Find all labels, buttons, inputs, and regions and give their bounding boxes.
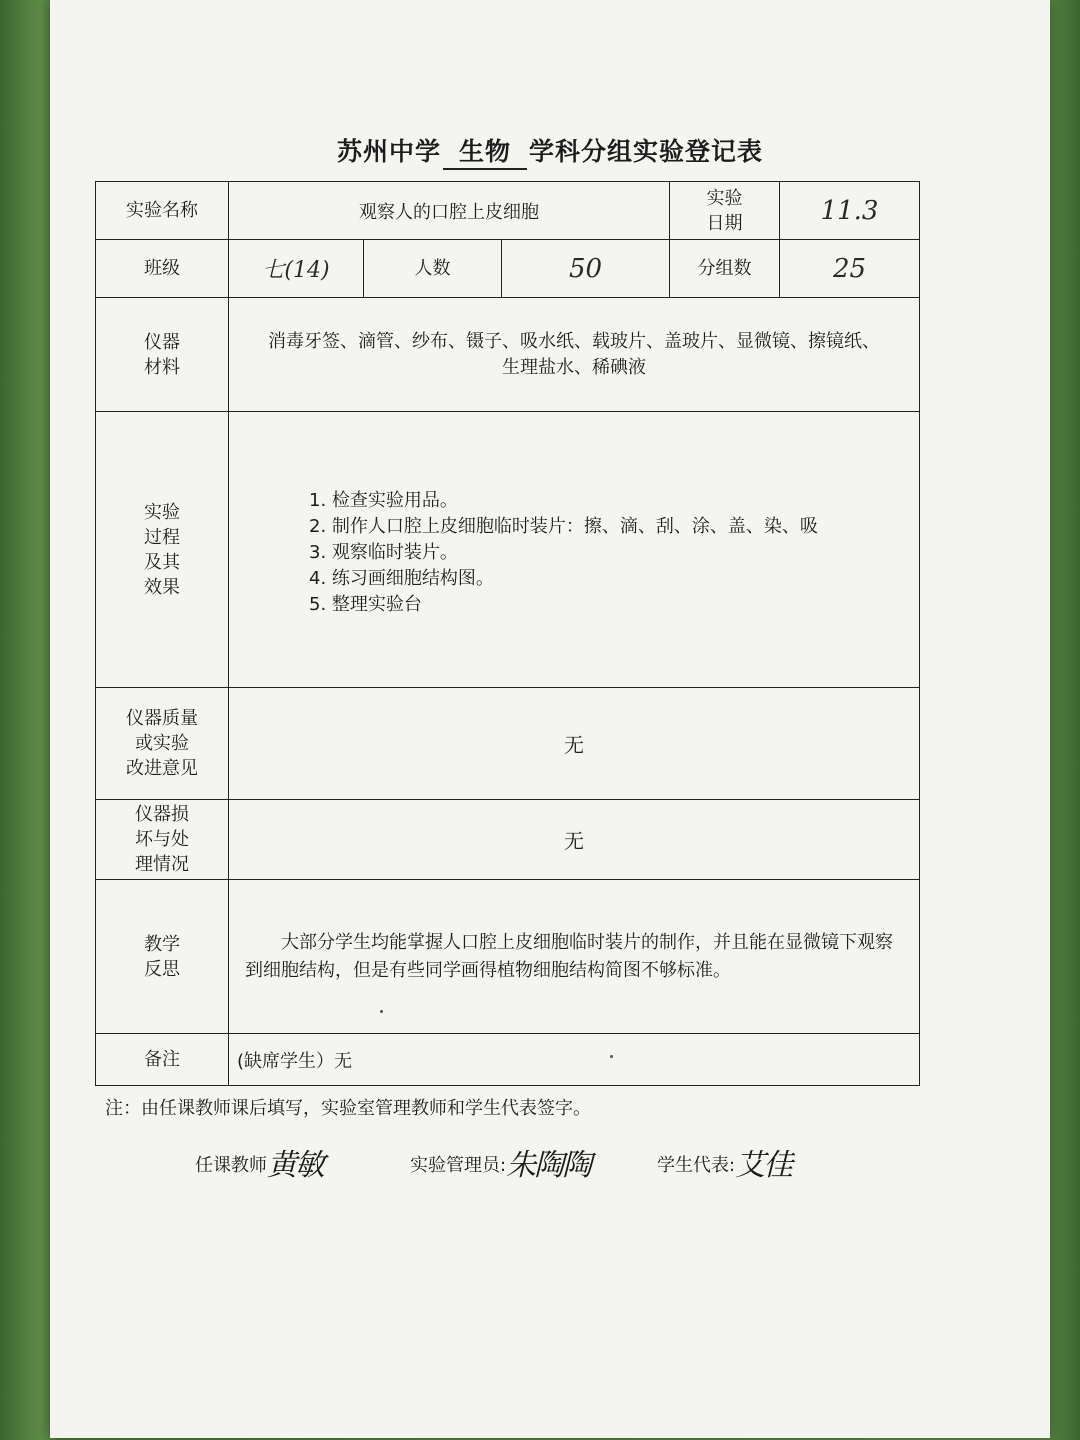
title-subject: 生物 (443, 132, 527, 170)
materials-line: 消毒牙签、滴管、纱布、镊子、吸水纸、载玻片、盖玻片、显微镜、擦镜纸、 (268, 330, 880, 352)
row-quality (96, 688, 920, 800)
label-damage: 仪器损 坏与处 理情况 (96, 800, 229, 880)
label-process: 实验 过程 及其 效果 (96, 412, 229, 688)
value-groups: 25 (780, 240, 920, 298)
process-steps (229, 488, 919, 618)
label-count: 人数 (364, 240, 502, 298)
label-groups: 分组数 (670, 240, 780, 298)
label-reflection: 教学 反思 (96, 880, 229, 1034)
process-step: 3. 观察临时装片。 (309, 542, 458, 563)
value-count: 50 (502, 240, 670, 298)
teacher-label: 任课教师 (195, 1155, 267, 1176)
materials-line: 生理盐水、稀碘液 (502, 356, 646, 378)
student-label: 学生代表: (657, 1155, 736, 1176)
process-step: 4. 练习画细胞结构图。 (309, 568, 494, 589)
row-reflection (96, 880, 920, 1034)
label-class: 班级 (96, 240, 229, 298)
process-step: 1. 检查实验用品。 (309, 490, 458, 511)
value-date: 11.3 (780, 182, 920, 240)
value-reflection: 大部分学生均能掌握人口腔上皮细胞临时装片的制作，并且能在显微镜下观察到细胞结构，但是有些同学画得植物细胞结构简图不够标准。 (229, 880, 920, 1034)
admin-signature: 朱陶陶 (506, 1148, 591, 1183)
row-materials (96, 298, 920, 412)
row-experiment-name (96, 182, 920, 240)
value-quality: 无 (229, 688, 920, 800)
admin-signature-block (410, 1136, 591, 1183)
teacher-signature: 黄敏 (267, 1148, 323, 1183)
document-title (50, 132, 1050, 170)
student-signature-block (657, 1136, 792, 1183)
label-remark: 备注 (96, 1034, 229, 1086)
row-remark (96, 1034, 920, 1086)
label-materials: 仪器 材料 (96, 298, 229, 412)
teacher-signature-block (195, 1136, 323, 1183)
row-process (96, 412, 920, 688)
value-process (229, 412, 920, 688)
admin-label: 实验管理员: (410, 1155, 507, 1176)
row-damage (96, 800, 920, 880)
title-prefix: 苏州中学 (336, 137, 441, 166)
process-step: 5. 整理实验台 (309, 594, 422, 615)
footer-note: 注：由任课教师课后填写，实验室管理教师和学生代表签字。 (105, 1098, 591, 1119)
registration-table (95, 181, 920, 1086)
label-date: 实验 日期 (670, 182, 780, 240)
label-quality: 仪器质量 或实验 改进意见 (96, 688, 229, 800)
title-suffix: 学科分组实验登记表 (529, 137, 764, 166)
row-class (96, 240, 920, 298)
student-signature: 艾佳 (735, 1148, 792, 1183)
process-step: 2. 制作人口腔上皮细胞临时装片：擦、滴、刮、涂、盖、染、吸 (309, 516, 818, 537)
value-remark: (缺席学生）无 (229, 1034, 920, 1086)
signature-line (145, 1128, 965, 1183)
value-materials (229, 298, 920, 412)
label-experiment-name: 实验名称 (96, 182, 229, 240)
value-damage: 无 (229, 800, 920, 880)
value-class: 七(14) (229, 240, 364, 298)
value-experiment-name: 观察人的口腔上皮细胞 (229, 182, 670, 240)
